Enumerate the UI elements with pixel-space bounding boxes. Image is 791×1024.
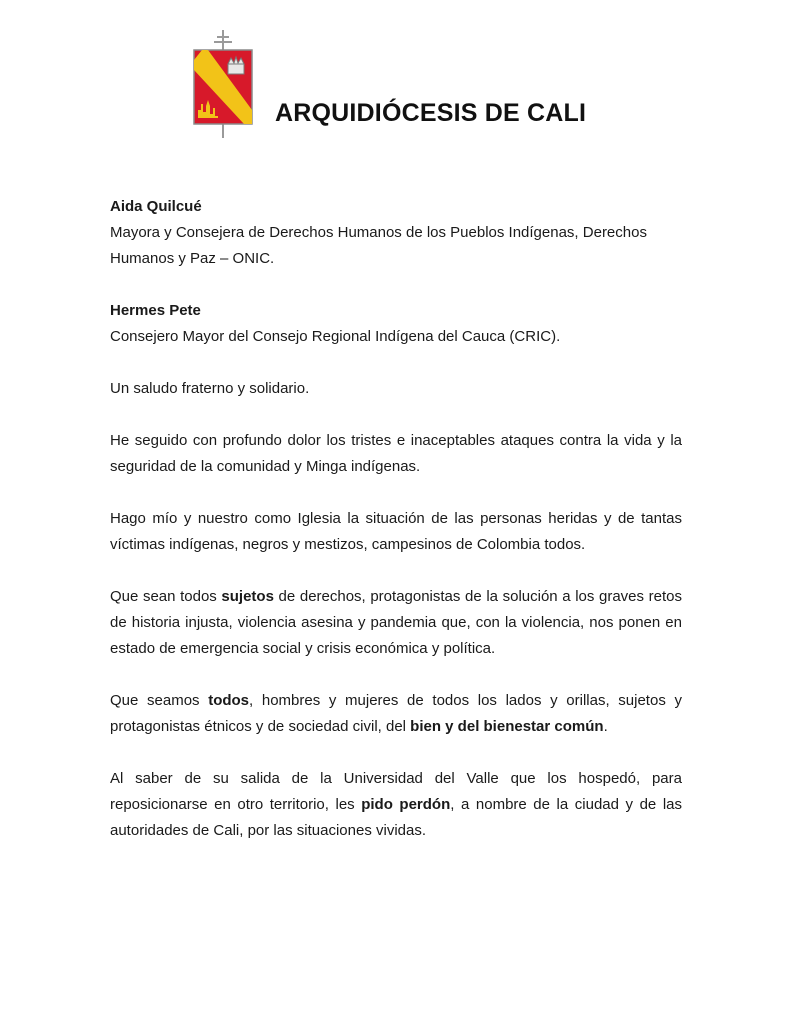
recipient-role-line: Mayora y Consejera de Derechos Humanos de los Pueblos Indígenas, Derechos (110, 224, 647, 241)
greeting: Un saludo fraterno y solidario. (110, 380, 310, 397)
paragraph (110, 688, 682, 740)
text-run: . (603, 718, 608, 735)
recipient-role-line: Humanos y Paz – ONIC. (110, 250, 275, 267)
organization-title: ARQUIDIÓCESIS DE CALI (275, 99, 587, 127)
emphasis-text: bien y del bienestar común (410, 718, 604, 735)
text-run: , a nombre de la ciudad y de las autoridades de Cali, por las situaciones vividas. (110, 796, 682, 839)
paragraph (110, 584, 682, 662)
recipient-name: Hermes Pete (110, 302, 201, 319)
paragraph (110, 766, 682, 844)
emphasis-text: sujetos (221, 588, 274, 605)
emphasis-text: pido perdón (361, 796, 451, 813)
paragraph: He seguido con profundo dolor los tristes e inaceptables ataques contra la vida y la seguridad de la comunidad y Minga indígenas. (110, 432, 682, 475)
text-run: Que sean todos (110, 588, 222, 605)
recipient-role (110, 220, 682, 272)
recipient-name: Aida Quilcué (110, 198, 202, 215)
text-run: , hombres y mujeres de todos los lados y orillas, sujetos y protagonistas étnicos y de sociedad civil, del (110, 692, 682, 735)
paragraph: Hago mío y nuestro como Iglesia la situación de las personas heridas y de tantas víctimas indígenas, negros y mestizos, campesinos de Colombia todos. (110, 510, 682, 553)
letter-body (110, 194, 682, 844)
emphasis-text: todos (208, 692, 250, 709)
archdiocese-coat-of-arms-icon (188, 30, 258, 140)
text-run: Al saber de su salida de la Universidad del Valle que los hospedó, para reposicionarse en otro territorio, les (110, 770, 682, 813)
recipient-role: Consejero Mayor del Consejo Regional Indígena del Cauca (CRIC). (110, 328, 561, 345)
text-run: Que seamos (110, 692, 209, 709)
letterhead (188, 30, 668, 140)
text-run: de derechos, protagonistas de la solución a los graves retos de historia injusta, violencia asesina y pandemia que, con la violencia, nos ponen en estado de emergencia social y crisis económica y política. (110, 588, 682, 657)
